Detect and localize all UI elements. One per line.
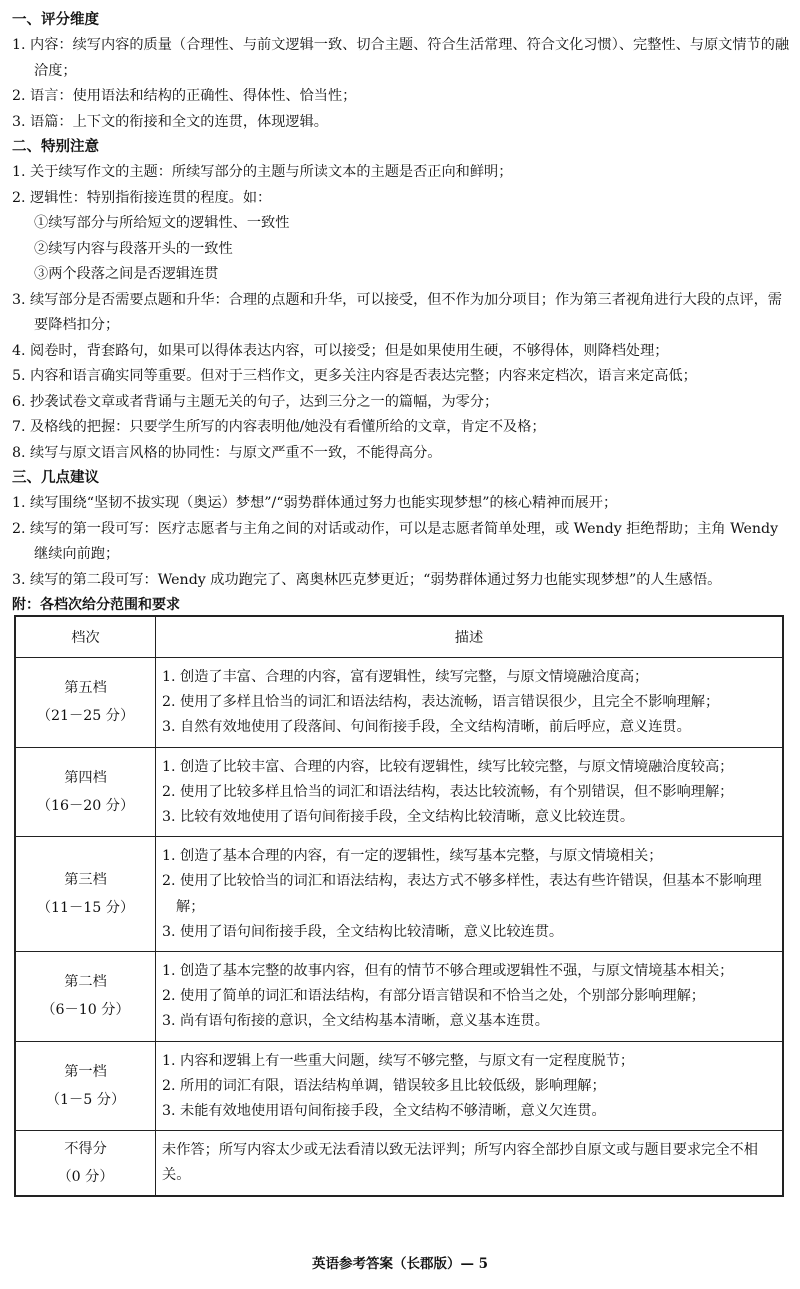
sub-list-item: ①续写部分与所给短文的逻辑性、一致性 xyxy=(34,215,290,231)
list-item: 2. 语言：使用语法和结构的正确性、得体性、恰当性； xyxy=(12,88,357,104)
level-cell xyxy=(15,837,156,952)
header-level: 档次 xyxy=(15,616,156,658)
level-cell xyxy=(15,952,156,1042)
page-footer: 英语参考答案（长郡版）— 5 xyxy=(311,1256,489,1272)
table-row xyxy=(15,952,783,1042)
description-line: 1. 创造了基本合理的内容，有一定的逻辑性，续写基本完整，与原文情境相关； xyxy=(162,848,663,865)
description-line: 1. 创造了丰富、合理的内容，富有逻辑性，续写完整，与原文情境融洽度高； xyxy=(162,669,649,685)
appendix-title: 附：各档次给分范围和要求 xyxy=(12,597,180,613)
table-header-row xyxy=(15,616,783,658)
level-cell xyxy=(15,658,156,748)
description-cell xyxy=(156,952,784,1042)
description-cell xyxy=(156,1041,784,1131)
list-item: 7. 及格线的把握：只要学生所写的内容表明他/她没有看懂所给的文章，肯定不及格； xyxy=(12,419,546,435)
level-cell xyxy=(15,1041,156,1131)
list-item: 3. 续写部分是否需要点题和升华：合理的点题和升华，可以接受，但不作为加分项目；作为第三者视角进行大段的点评，需要降档扣分； xyxy=(12,291,782,333)
level-range: （11－15 分） xyxy=(36,900,135,917)
description-cell xyxy=(156,747,784,837)
level-range: （1－5 分） xyxy=(45,1091,126,1108)
level-name: 第五档 xyxy=(64,680,107,697)
level-cell xyxy=(15,747,156,837)
section-title-3: 三、几点建议 xyxy=(12,470,99,486)
header-description: 描述 xyxy=(156,616,784,658)
list-item: 3. 续写的第二段可写：Wendy 成功跑完了、离奥林匹克梦更近；“弱势群体通过努力也能实现梦想”的人生感悟。 xyxy=(12,571,722,588)
section-title-1: 一、评分维度 xyxy=(12,12,99,28)
level-cell xyxy=(15,1131,156,1196)
description-line: 3. 未能有效地使用语句间衔接手段，全文结构不够清晰，意义欠连贯。 xyxy=(162,1103,606,1120)
description-line: 3. 使用了语句间衔接手段，全文结构比较清晰，意义比较连贯。 xyxy=(162,923,564,940)
list-item: 2. 逻辑性：特别指衔接连贯的程度。如： xyxy=(12,189,272,206)
list-item: 5. 内容和语言确实同等重要。但对于三档作文，更多关注内容是否表达完整；内容来定档次，语言来定高低； xyxy=(12,368,697,384)
description-line: 2. 使用了多样且恰当的词汇和语法结构，表达流畅，语言错误很少，且完全不影响理解； xyxy=(162,694,720,711)
table-row xyxy=(15,1041,783,1131)
list-item: 8. 续写与原文语言风格的协同性：与原文严重不一致，不能得高分。 xyxy=(12,444,442,461)
description-line: 3. 自然有效地使用了段落间、句间衔接手段，全文结构清晰，前后呼应，意义连贯。 xyxy=(162,719,691,736)
list-item: 1. 内容：续写内容的质量（合理性、与前文逻辑一致、切合主题、符合生活常理、符合文化习惯）、完整性、与原文情节的融洽度； xyxy=(12,37,790,79)
description-line: 2. 使用了简单的词汇和语法结构，有部分语言错误和不恰当之处，个别部分影响理解； xyxy=(162,988,705,1005)
level-name: 第二档 xyxy=(64,974,107,991)
table-row xyxy=(15,837,783,952)
list-item: 3. 语篇：上下文的衔接和全文的连贯，体现逻辑。 xyxy=(12,113,328,130)
table-row xyxy=(15,1131,783,1196)
table-row xyxy=(15,658,783,748)
list-item: 1. 续写围绕“坚韧不拔实现（奥运）梦想”/“弱势群体通过努力也能实现梦想”的核心精神而展开； xyxy=(12,495,618,511)
description-line: 2. 使用了比较恰当的词汇和语法结构，表达方式不够多样性，表达有些许错误，但基本不影响理解； xyxy=(162,873,762,915)
list-item: 2. 续写的第一段可写：医疗志愿者与主角之间的对话或动作，可以是志愿者简单处理，或 Wendy 拒绝帮助；主角 Wendy 继续向前跑； xyxy=(12,520,779,562)
description-cell xyxy=(156,658,784,748)
description-line: 2. 所用的词汇有限，语法结构单调，错误较多且比较低级，影响理解； xyxy=(162,1077,606,1094)
level-range: （6－10 分） xyxy=(41,1002,130,1019)
table-row xyxy=(15,747,783,837)
description-line: 3. 尚有语句衔接的意识，全文结构基本清晰，意义基本连贯。 xyxy=(162,1013,549,1030)
level-range: （16－20 分） xyxy=(36,797,135,814)
description-line: 1. 创造了比较丰富、合理的内容，比较有逻辑性，续写比较完整，与原文情境融洽度较高； xyxy=(162,758,734,775)
description-line: 2. 使用了比较多样且恰当的词汇和语法结构，表达比较流畅，有个别错误，但不影响理解； xyxy=(162,783,734,800)
description-line: 未作答；所写内容太少或无法看清以致无法评判；所写内容全部抄自原文或与题目要求完全不相关。 xyxy=(162,1142,758,1184)
level-name: 不得分 xyxy=(64,1140,107,1157)
level-range: （0 分） xyxy=(57,1168,114,1185)
description-line: 1. 内容和逻辑上有一些重大问题，续写不够完整，与原文有一定程度脱节； xyxy=(162,1052,635,1069)
sub-list-item: ②续写内容与段落开头的一致性 xyxy=(34,240,233,257)
description-cell xyxy=(156,1131,784,1196)
sub-list-item: ③两个段落之间是否逻辑连贯 xyxy=(34,266,219,282)
level-name: 第四档 xyxy=(64,769,107,786)
level-name: 第一档 xyxy=(64,1063,107,1080)
level-range: （21－25 分） xyxy=(36,708,135,725)
description-cell xyxy=(156,837,784,952)
grading-table xyxy=(14,615,784,1197)
level-name: 第三档 xyxy=(64,872,107,889)
section-title-2: 二、特别注意 xyxy=(12,139,99,155)
document-body xyxy=(12,8,790,618)
description-line: 3. 比较有效地使用了语句间衔接手段，全文结构比较清晰，意义比较连贯。 xyxy=(162,809,635,826)
list-item: 6. 抄袭试卷文章或者背诵与主题无关的句子，达到三分之一的篇幅，为零分； xyxy=(12,393,499,410)
list-item: 4. 阅卷时，背套路句，如果可以得体表达内容，可以接受；但是如果使用生硬，不够得体，则降档处理； xyxy=(12,342,669,359)
description-line: 1. 创造了基本完整的故事内容，但有的情节不够合理或逻辑性不强，与原文情境基本相关； xyxy=(162,963,734,980)
list-item: 1. 关于续写作文的主题：所续写部分的主题与所读文本的主题是否正向和鲜明； xyxy=(12,164,513,180)
